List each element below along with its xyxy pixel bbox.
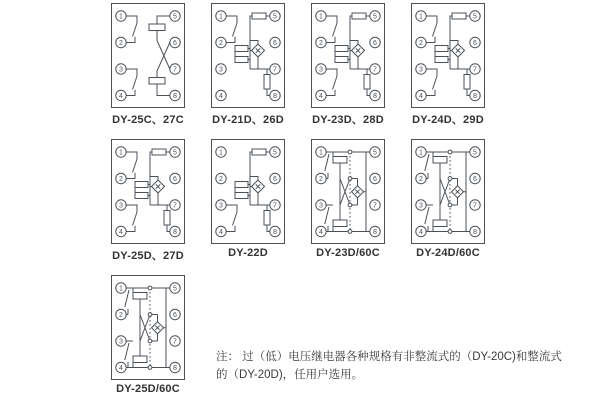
terminal-6 (470, 173, 480, 183)
contact-node (448, 177, 452, 181)
terminal-number: 5 (373, 13, 377, 21)
terminal-number: 4 (119, 229, 123, 236)
terminal-6 (470, 37, 480, 47)
contact-node (348, 203, 352, 207)
terminal-1 (116, 11, 126, 21)
terminal-7 (470, 200, 480, 210)
terminal-number: 6 (373, 176, 377, 183)
coil (333, 157, 347, 164)
terminal-4 (216, 226, 226, 236)
terminal-5 (470, 11, 480, 21)
terminal-1 (116, 283, 126, 293)
terminal-3 (116, 64, 126, 74)
note-text (216, 348, 562, 384)
terminal-8 (270, 90, 280, 100)
terminal-2 (116, 309, 126, 319)
terminal-3 (416, 200, 426, 210)
relay-diagram-figure (98, 275, 198, 395)
terminal-6 (170, 37, 180, 47)
relay-schematic (311, 3, 385, 108)
terminal-8 (470, 226, 480, 236)
relay-model-label: DY-24D/60C (416, 247, 480, 259)
resistor (464, 75, 470, 90)
relay-model-label: DY-25D/60C (116, 383, 180, 395)
terminal-number: 5 (373, 149, 377, 157)
terminal-5 (470, 147, 480, 157)
terminal-number: 4 (319, 93, 323, 100)
schematic-svg (111, 275, 185, 380)
relay-schematic (211, 3, 285, 108)
terminal-number: 2 (419, 176, 423, 183)
terminal-number: 1 (319, 13, 323, 21)
terminal-number: 1 (119, 13, 123, 21)
terminal-5 (170, 147, 180, 157)
terminal-6 (170, 173, 180, 183)
contact-node (148, 313, 152, 317)
coil (433, 220, 447, 227)
relay-diagram-figure (98, 139, 198, 263)
terminal-5 (170, 11, 180, 21)
terminal-1 (216, 147, 226, 157)
terminal-8 (170, 362, 180, 372)
terminal-8 (170, 90, 180, 100)
terminal-number: 4 (319, 229, 323, 236)
schematic-svg (311, 139, 385, 244)
terminal-number: 6 (273, 40, 277, 47)
terminal-7 (170, 64, 180, 74)
terminal-7 (270, 200, 280, 210)
relay-schematic (211, 139, 285, 244)
coil (149, 24, 165, 31)
terminal-7 (170, 336, 180, 346)
terminal-2 (216, 37, 226, 47)
relay-schematic (111, 139, 185, 244)
coil (433, 157, 447, 164)
relay-model-label: DY-23D、28D (312, 114, 384, 126)
resistor (452, 13, 466, 19)
coil (333, 220, 347, 227)
terminal-number: 3 (119, 202, 123, 210)
terminal-number: 8 (373, 229, 377, 236)
contact-node (448, 150, 452, 154)
terminal-number: 3 (119, 338, 123, 346)
terminal-8 (370, 226, 380, 236)
terminal-number: 1 (419, 13, 423, 21)
terminal-3 (416, 64, 426, 74)
terminal-number: 6 (473, 40, 477, 47)
terminal-8 (270, 226, 280, 236)
terminal-number: 8 (173, 229, 177, 236)
relay-model-label: DY-25D、27D (112, 250, 184, 262)
terminal-number: 6 (473, 176, 477, 183)
terminal-number: 8 (273, 229, 277, 236)
terminal-3 (216, 200, 226, 210)
terminal-number: 7 (473, 202, 477, 210)
terminal-4 (216, 90, 226, 100)
coil (135, 182, 148, 188)
terminal-number: 2 (419, 40, 423, 47)
terminal-number: 2 (319, 40, 323, 47)
terminal-number: 1 (319, 149, 323, 157)
schematic-svg (111, 3, 185, 108)
terminal-number: 2 (319, 176, 323, 183)
coil (435, 46, 448, 52)
terminal-number: 2 (119, 40, 123, 47)
terminal-number: 8 (473, 229, 477, 236)
contact-node (348, 177, 352, 181)
terminal-number: 6 (373, 40, 377, 47)
terminal-6 (370, 37, 380, 47)
coil (133, 356, 147, 363)
terminal-number: 2 (119, 176, 123, 183)
schematic-svg (211, 139, 285, 244)
terminal-4 (116, 362, 126, 372)
terminal-number: 7 (173, 66, 177, 74)
contact-node (148, 339, 152, 343)
terminal-number: 7 (273, 202, 277, 210)
terminal-6 (170, 309, 180, 319)
terminal-2 (116, 173, 126, 183)
relay-model-label: DY-24D、29D (412, 114, 484, 126)
terminal-2 (216, 173, 226, 183)
terminal-number: 5 (173, 285, 177, 293)
terminal-8 (470, 90, 480, 100)
coil (435, 57, 448, 63)
contact-node (148, 286, 152, 290)
terminal-3 (116, 336, 126, 346)
relay-diagram-figure (198, 139, 298, 259)
resistor (364, 75, 370, 90)
note-line-2: 的（DY-20D)，任用户选用。 (216, 369, 364, 381)
coil (235, 46, 248, 52)
terminal-number: 1 (219, 13, 223, 21)
terminal-5 (370, 147, 380, 157)
terminal-number: 2 (219, 40, 223, 47)
terminal-4 (116, 90, 126, 100)
terminal-1 (416, 147, 426, 157)
relay-schematic (111, 3, 185, 108)
resistor (264, 211, 270, 226)
resistor (264, 75, 270, 90)
terminal-number: 6 (173, 40, 177, 47)
schematic-svg (411, 139, 485, 244)
terminal-number: 5 (173, 13, 177, 21)
terminal-number: 1 (119, 149, 123, 157)
relay-model-label: DY-23D/60C (316, 247, 380, 259)
terminal-number: 5 (473, 149, 477, 157)
relay-schematic (311, 139, 385, 244)
terminal-2 (416, 37, 426, 47)
terminal-number: 4 (119, 93, 123, 100)
terminal-5 (370, 11, 380, 21)
resistor (252, 149, 266, 155)
terminal-7 (470, 64, 480, 74)
relay-diagram-figure (98, 3, 198, 127)
terminal-4 (416, 226, 426, 236)
terminal-7 (170, 200, 180, 210)
relay-model-label: DY-25C、27C (112, 114, 184, 126)
resistor (252, 13, 266, 19)
terminal-1 (116, 147, 126, 157)
terminal-number: 7 (173, 202, 177, 210)
terminal-number: 8 (173, 93, 177, 100)
terminal-number: 7 (373, 202, 377, 210)
terminal-3 (216, 64, 226, 74)
terminal-6 (270, 37, 280, 47)
schematic-svg (211, 3, 285, 108)
coil (335, 46, 348, 52)
contact-node (448, 230, 452, 234)
terminal-number: 5 (473, 13, 477, 21)
terminal-5 (270, 147, 280, 157)
relay-diagram-figure (398, 3, 498, 127)
terminal-5 (170, 283, 180, 293)
terminal-number: 4 (219, 229, 223, 236)
terminal-4 (416, 90, 426, 100)
terminal-8 (370, 90, 380, 100)
resistor (152, 149, 166, 155)
schematic-svg (311, 3, 385, 108)
terminal-3 (316, 200, 326, 210)
terminal-number: 4 (419, 229, 423, 236)
terminal-number: 2 (219, 176, 223, 183)
terminal-number: 3 (219, 66, 223, 74)
coil (149, 78, 165, 85)
relay-schematic (411, 3, 485, 108)
resistor (164, 211, 170, 226)
relay-model-label: DY-22D (228, 247, 268, 259)
terminal-number: 2 (119, 312, 123, 319)
contact-node (348, 150, 352, 154)
terminal-7 (270, 64, 280, 74)
terminal-2 (316, 37, 326, 47)
terminal-5 (270, 11, 280, 21)
terminal-6 (270, 173, 280, 183)
terminal-number: 1 (119, 285, 123, 293)
terminal-number: 5 (173, 149, 177, 157)
terminal-3 (116, 200, 126, 210)
terminal-2 (416, 173, 426, 183)
terminal-number: 1 (419, 149, 423, 157)
terminal-number: 5 (273, 149, 277, 157)
terminal-8 (170, 226, 180, 236)
terminal-number: 7 (273, 66, 277, 74)
terminal-6 (370, 173, 380, 183)
terminal-number: 4 (219, 93, 223, 100)
terminal-4 (316, 226, 326, 236)
contact-node (148, 366, 152, 370)
coil (235, 182, 248, 188)
terminal-number: 3 (419, 202, 423, 210)
terminal-number: 3 (319, 202, 323, 210)
schematic-svg (411, 3, 485, 108)
coil (133, 293, 147, 300)
terminal-1 (416, 11, 426, 21)
relay-model-label: DY-21D、26D (212, 114, 284, 126)
terminal-number: 3 (219, 202, 223, 210)
terminal-number: 8 (373, 93, 377, 100)
terminal-1 (316, 11, 326, 21)
schematic-svg (111, 139, 185, 244)
terminal-7 (370, 200, 380, 210)
terminal-2 (116, 37, 126, 47)
terminal-1 (316, 147, 326, 157)
terminal-number: 4 (419, 93, 423, 100)
terminal-number: 1 (219, 149, 223, 157)
terminal-number: 6 (273, 176, 277, 183)
terminal-number: 8 (273, 93, 277, 100)
coil (235, 193, 248, 199)
coil (235, 57, 248, 63)
terminal-7 (370, 64, 380, 74)
terminal-3 (316, 64, 326, 74)
terminal-number: 3 (419, 66, 423, 74)
coil (135, 193, 148, 199)
terminal-number: 4 (119, 365, 123, 372)
terminal-number: 3 (319, 66, 323, 74)
terminal-number: 7 (373, 66, 377, 74)
terminal-2 (316, 173, 326, 183)
relay-diagram-figure (198, 3, 298, 127)
terminal-number: 3 (119, 66, 123, 74)
terminal-4 (116, 226, 126, 236)
contact-node (448, 203, 452, 207)
relay-diagram-figure (298, 139, 398, 259)
relay-diagram-figure (298, 3, 398, 127)
terminal-number: 8 (173, 365, 177, 372)
terminal-4 (316, 90, 326, 100)
terminal-number: 5 (273, 13, 277, 21)
terminal-number: 8 (473, 93, 477, 100)
resistor (352, 13, 366, 19)
terminal-1 (216, 11, 226, 21)
coil (335, 57, 348, 63)
terminal-number: 6 (173, 176, 177, 183)
contact-node (348, 230, 352, 234)
relay-diagram-figure (398, 139, 498, 259)
terminal-number: 6 (173, 312, 177, 319)
relay-schematic (411, 139, 485, 244)
note-line-1: 注： 过（低）电压继电器各种规格有非整流式的（DY-20C)和整流式 (216, 351, 562, 363)
terminal-number: 7 (473, 66, 477, 74)
relay-schematic (111, 275, 185, 380)
terminal-number: 7 (173, 338, 177, 346)
